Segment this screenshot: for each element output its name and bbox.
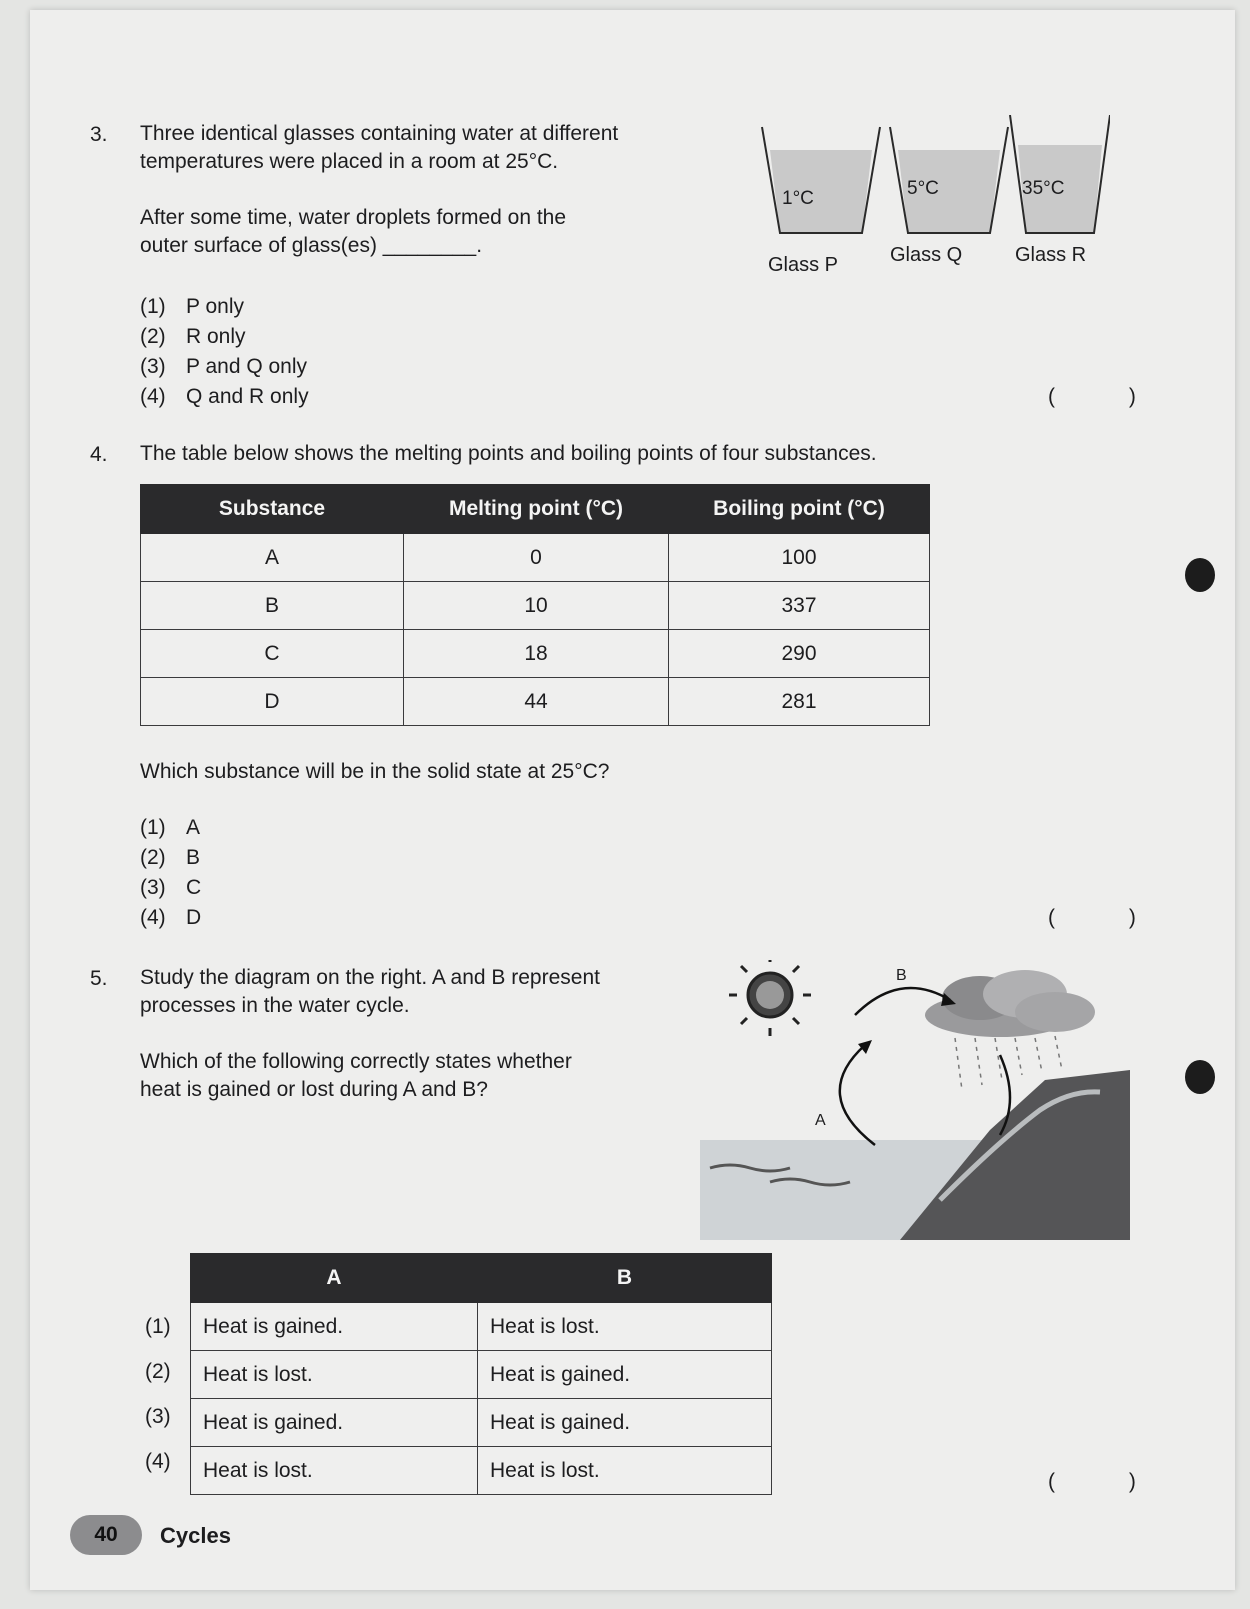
cell-a: Heat is lost.: [191, 1351, 478, 1399]
q4-answer-bracket[interactable]: ( ): [1048, 906, 1170, 929]
option-text: A: [186, 816, 201, 839]
heat-options-table: [190, 1253, 772, 1495]
option-number: (3): [140, 876, 166, 899]
table-row: [141, 534, 930, 582]
header-melting-point: Melting point (°C): [404, 485, 669, 534]
glass-q-temp: 5°C: [907, 178, 939, 199]
table-row: [141, 678, 930, 726]
q4-option-4[interactable]: [140, 906, 201, 930]
table-header-row: [191, 1254, 772, 1303]
q4-option-2[interactable]: [140, 846, 200, 870]
sun-icon: [729, 960, 811, 1036]
option-number: (1): [140, 816, 166, 839]
cell-substance: D: [141, 678, 404, 726]
q5-number: 5.: [90, 967, 108, 990]
table-row: [141, 630, 930, 678]
q5-line3: Which of the following correctly states whether: [140, 1050, 572, 1073]
header-a: A: [191, 1254, 478, 1303]
q3-option-1[interactable]: [140, 295, 244, 319]
option-number: (1): [140, 295, 166, 318]
cell-a: Heat is gained.: [191, 1303, 478, 1351]
table-row[interactable]: [191, 1303, 772, 1351]
q5-stem: [140, 964, 700, 1104]
cell-b: Heat is gained.: [478, 1351, 772, 1399]
q4-question: Which substance will be in the solid state at 25°C?: [140, 760, 610, 783]
q3-option-2[interactable]: [140, 325, 246, 349]
diagram-label-a: A: [815, 1112, 826, 1129]
q3-option-4[interactable]: [140, 385, 309, 409]
cell-substance: C: [141, 630, 404, 678]
option-number: (2): [140, 325, 166, 348]
cell-boiling-point: 337: [669, 582, 930, 630]
glass-r-temp: 35°C: [1022, 178, 1065, 199]
binder-hole: [1185, 558, 1215, 592]
q5-answer-bracket[interactable]: ( ): [1048, 1470, 1170, 1493]
cell-a: Heat is lost.: [191, 1447, 478, 1495]
option-number: (2): [140, 846, 166, 869]
cell-boiling-point: 290: [669, 630, 930, 678]
table-row[interactable]: [191, 1447, 772, 1495]
binder-hole: [1185, 1060, 1215, 1094]
table-row[interactable]: [191, 1351, 772, 1399]
cell-b: Heat is lost.: [478, 1447, 772, 1495]
cell-substance: B: [141, 582, 404, 630]
water-cycle-diagram: [700, 960, 1130, 1240]
cell-melting-point: 18: [404, 630, 669, 678]
cell-boiling-point: 100: [669, 534, 930, 582]
cell-b: Heat is lost.: [478, 1303, 772, 1351]
q3-line2: temperatures were placed in a room at 25°C.: [140, 150, 559, 173]
cell-boiling-point: 281: [669, 678, 930, 726]
q3-line1: Three identical glasses containing water at different: [140, 122, 619, 145]
table-header-row: [141, 485, 930, 534]
melting-boiling-table: [140, 484, 930, 726]
option-text: C: [186, 876, 202, 899]
worksheet-page: [30, 10, 1235, 1590]
option-text: D: [186, 906, 202, 929]
option-text: Q and R only: [186, 385, 309, 408]
q4-number: 4.: [90, 443, 108, 466]
cell-b: Heat is gained.: [478, 1399, 772, 1447]
q4-option-3[interactable]: [140, 876, 201, 900]
table-row: [141, 582, 930, 630]
option-number: (3): [140, 355, 166, 378]
option-text: P and Q only: [186, 355, 308, 378]
option-text: B: [186, 846, 201, 869]
cell-melting-point: 10: [404, 582, 669, 630]
glass-q-label: Glass Q: [890, 244, 963, 266]
cell-substance: A: [141, 534, 404, 582]
q5-row-4-number: (4): [145, 1450, 171, 1473]
cell-melting-point: 44: [404, 678, 669, 726]
glass-p: [762, 127, 880, 233]
cell-melting-point: 0: [404, 534, 669, 582]
q3-line4: outer surface of glass(es) ________.: [140, 234, 483, 257]
arrow-a-icon: [840, 1045, 875, 1145]
header-substance: Substance: [141, 485, 404, 534]
option-number: (4): [140, 906, 166, 929]
table-row[interactable]: [191, 1399, 772, 1447]
glass-p-label: Glass P: [768, 254, 839, 276]
glass-r: [1010, 115, 1110, 233]
q5-row-2-number: (2): [145, 1360, 171, 1383]
header-boiling-point: Boiling point (°C): [669, 485, 930, 534]
q5-line2: processes in the water cycle.: [140, 994, 410, 1017]
glass-p-temp: 1°C: [782, 188, 814, 209]
q3-stem: [140, 120, 760, 260]
q5-line1: Study the diagram on the right. A and B represent: [140, 966, 600, 989]
q5-row-1-number: (1): [145, 1315, 171, 1338]
q5-row-3-number: (3): [145, 1405, 171, 1428]
header-b: B: [478, 1254, 772, 1303]
cell-a: Heat is gained.: [191, 1399, 478, 1447]
q4-intro: The table below shows the melting points and boiling points of four substances.: [140, 442, 877, 465]
option-number: (4): [140, 385, 166, 408]
q3-line3: After some time, water droplets formed on the: [140, 206, 567, 229]
section-title: Cycles: [160, 1523, 231, 1548]
page-number-badge: 40: [70, 1515, 142, 1555]
q3-option-3[interactable]: [140, 355, 307, 379]
q4-option-1[interactable]: [140, 816, 200, 840]
diagram-label-b: B: [896, 967, 907, 984]
option-text: R only: [186, 325, 246, 348]
q3-number: 3.: [90, 123, 108, 146]
q5-line4: heat is gained or lost during A and B?: [140, 1078, 488, 1101]
option-text: P only: [186, 295, 244, 318]
q3-answer-bracket[interactable]: ( ): [1048, 385, 1170, 408]
glass-r-label: Glass R: [1015, 244, 1087, 266]
